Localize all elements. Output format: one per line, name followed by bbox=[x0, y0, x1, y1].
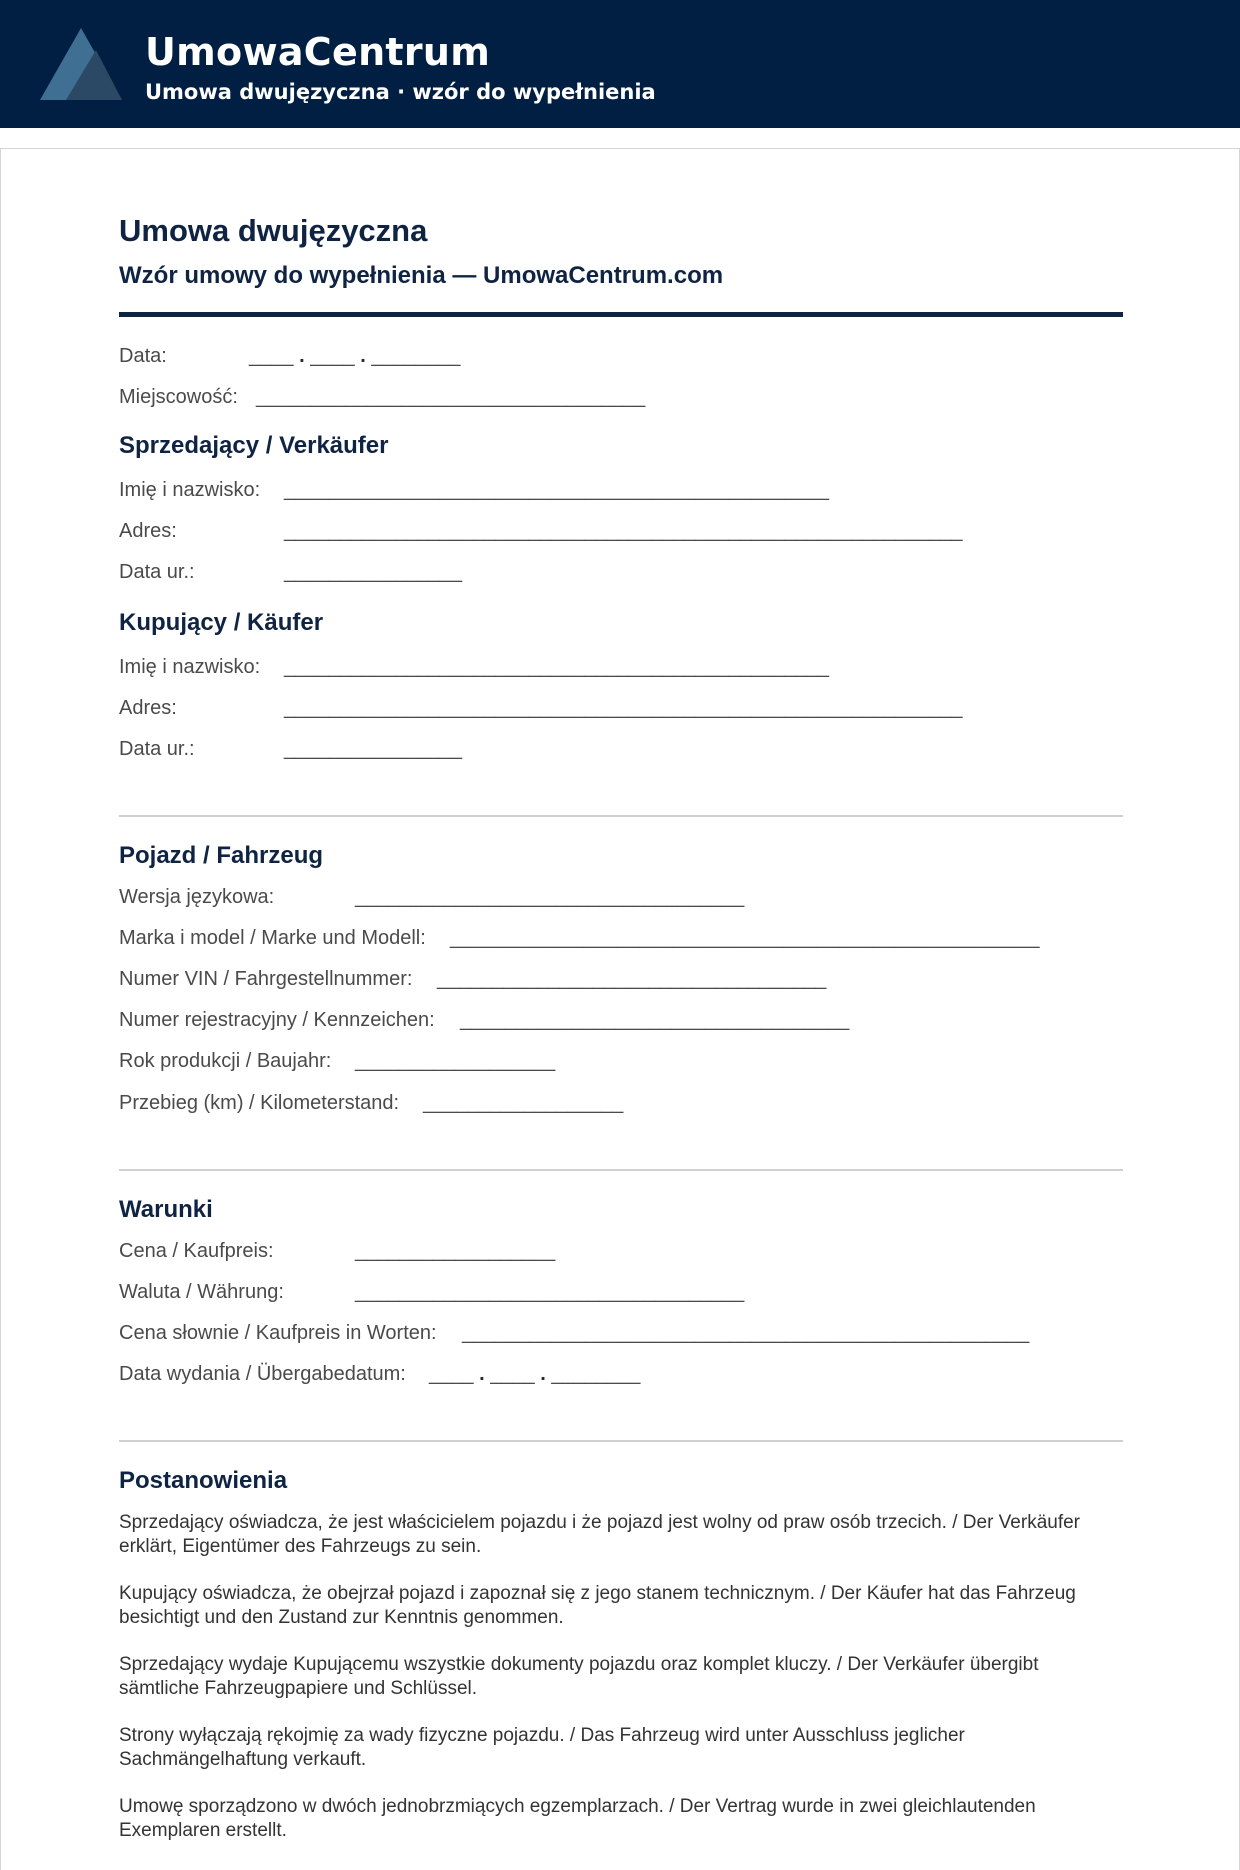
currency-field[interactable]: ___________________________________ bbox=[355, 1281, 745, 1303]
buyer-name-field[interactable]: _________________________________________________ bbox=[284, 656, 830, 678]
vehicle-year-field[interactable]: __________________ bbox=[355, 1050, 556, 1072]
vehicle-heading: Pojazd / Fahrzeug bbox=[119, 842, 324, 869]
handover-label: Data wydania / Übergabedatum: bbox=[119, 1363, 406, 1385]
price-field[interactable]: __________________ bbox=[355, 1240, 556, 1262]
top-banner bbox=[0, 0, 1240, 128]
vehicle-plate-label: Numer rejestracyjny / Kennzeichen: bbox=[119, 1009, 435, 1031]
vehicle-language-label: Wersja językowa: bbox=[119, 886, 275, 908]
brand-name: UmowaCentrum bbox=[145, 30, 491, 74]
seller-dob-label: Data ur.: bbox=[119, 561, 195, 583]
seller-name-label: Imię i nazwisko: bbox=[119, 479, 261, 501]
brand-tagline: Umowa dwujęzyczna · wzór do wypełnienia bbox=[145, 80, 656, 104]
seller-name-field[interactable]: _________________________________________________ bbox=[284, 479, 830, 501]
page-subtitle: Wzór umowy do wypełnienia — UmowaCentrum.com bbox=[119, 262, 724, 289]
buyer-dob-field[interactable]: ________________ bbox=[284, 738, 462, 760]
document-page bbox=[0, 148, 1240, 1870]
vehicle-plate-field[interactable]: ___________________________________ bbox=[460, 1009, 850, 1031]
section-divider bbox=[119, 1169, 1123, 1171]
date-label: Data: bbox=[119, 345, 167, 367]
mountain-triangle-icon bbox=[40, 28, 122, 100]
vehicle-language-field[interactable]: ___________________________________ bbox=[355, 886, 745, 908]
buyer-heading: Kupujący / Käufer bbox=[119, 609, 324, 636]
provision-item: Sprzedający oświadcza, że jest właścicielem pojazdu i że pojazd jest wolny od praw osób trzecich. / Der Verkäufer erklärt, Eigentümer des Fahrzeugs zu sein. bbox=[119, 1512, 1081, 1557]
vehicle-vin-label: Numer VIN / Fahrgestellnummer: bbox=[119, 968, 413, 990]
seller-address-label: Adres: bbox=[119, 520, 177, 542]
vehicle-mileage-label: Przebieg (km) / Kilometerstand: bbox=[119, 1092, 400, 1114]
price-words-label: Cena słownie / Kaufpreis in Worten: bbox=[119, 1322, 437, 1344]
title-divider bbox=[119, 312, 1123, 317]
vehicle-vin-field[interactable]: ___________________________________ bbox=[437, 968, 827, 990]
provisions-heading: Postanowienia bbox=[119, 1467, 288, 1494]
buyer-name-label: Imię i nazwisko: bbox=[119, 656, 261, 678]
place-field[interactable]: ___________________________________ bbox=[256, 386, 646, 408]
vehicle-make-label: Marka i model / Marke und Modell: bbox=[119, 927, 426, 949]
vehicle-year-label: Rok produkcji / Baujahr: bbox=[119, 1050, 332, 1072]
place-label: Miejscowość: bbox=[119, 386, 238, 408]
price-words-field[interactable]: ___________________________________________________ bbox=[462, 1322, 1030, 1344]
currency-label: Waluta / Währung: bbox=[119, 1281, 284, 1303]
vehicle-mileage-field[interactable]: __________________ bbox=[423, 1092, 624, 1114]
provision-item: Strony wyłączają rękojmię za wady fizyczne pojazdu. / Das Fahrzeug wird unter Ausschluss jeglicher Sachmängelhaftung verkauft. bbox=[119, 1725, 965, 1770]
date-field[interactable]: ____ . ____ . ________ bbox=[249, 345, 461, 367]
price-label: Cena / Kaufpreis: bbox=[119, 1240, 274, 1262]
buyer-address-field[interactable]: _____________________________________________________________ bbox=[284, 697, 963, 719]
page-title: Umowa dwujęzyczna bbox=[119, 213, 428, 248]
provision-item: Kupujący oświadcza, że obejrzał pojazd i zapoznał się z jego stanem technicznym. / Der Käufer hat das Fahrzeug besichtigt und den Zustand zur Kenntnis genommen. bbox=[119, 1583, 1076, 1628]
terms-heading: Warunki bbox=[119, 1196, 213, 1223]
buyer-dob-label: Data ur.: bbox=[119, 738, 195, 760]
seller-dob-field[interactable]: ________________ bbox=[284, 561, 462, 583]
section-divider bbox=[119, 815, 1123, 817]
handover-date-field[interactable]: ____ . ____ . ________ bbox=[429, 1363, 641, 1385]
provision-item: Sprzedający wydaje Kupującemu wszystkie dokumenty pojazdu oraz komplet kluczy. / Der Verkäufer übergibt sämtliche Fahrzeugpapiere und Schlüssel. bbox=[119, 1654, 1039, 1699]
buyer-address-label: Adres: bbox=[119, 697, 177, 719]
seller-heading: Sprzedający / Verkäufer bbox=[119, 432, 389, 459]
seller-address-field[interactable]: _____________________________________________________________ bbox=[284, 520, 963, 542]
section-divider bbox=[119, 1440, 1123, 1442]
vehicle-make-field[interactable]: _____________________________________________________ bbox=[450, 927, 1040, 949]
provision-item: Umowę sporządzono w dwóch jednobrzmiących egzemplarzach. / Der Vertrag wurde in zwei gleichlautenden Exemplaren erstellt. bbox=[119, 1796, 1036, 1841]
